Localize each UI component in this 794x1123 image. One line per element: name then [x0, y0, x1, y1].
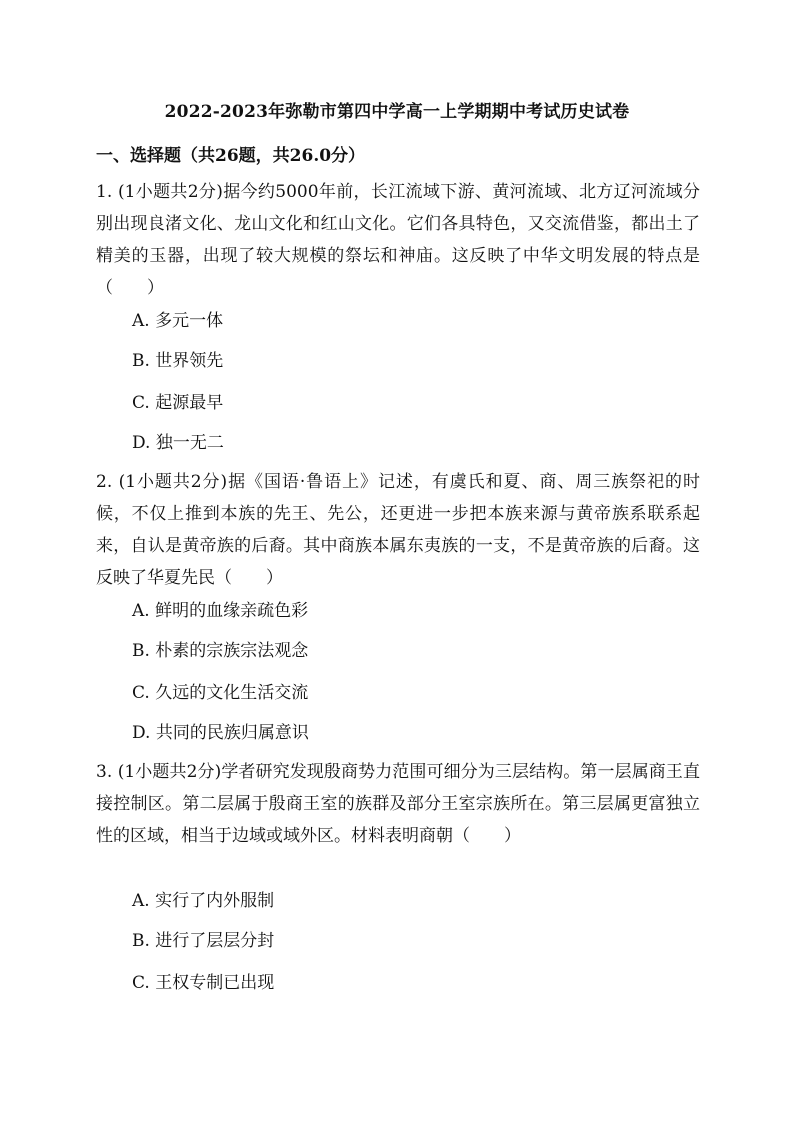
question-2-option-a: A. 鲜明的血缘亲疏色彩	[132, 601, 309, 621]
question-1-option-b: B. 世界领先	[132, 351, 224, 371]
question-3-option-c: C. 王权专制已出现	[132, 973, 275, 993]
question-2-option-c: C. 久远的文化生活交流	[132, 683, 309, 703]
question-1-option-d: D. 独一无二	[132, 433, 224, 453]
question-1-option-c: C. 起源最早	[132, 393, 224, 413]
question-3-stem: 3. (1小题共2分)学者研究发现殷商势力范围可细分为三层结构。第一层属商王直接控制区。第二层属于殷商王室的族群及部分王室宗族所在。第三层属更富独立性的区域，相当于边域或域外区。材料表明商朝（ ）	[96, 762, 700, 846]
exam-title: 2022-2023年弥勒市第四中学高一上学期期中考试历史试卷	[164, 102, 630, 122]
question-2-option-b: B. 朴素的宗族宗法观念	[132, 641, 309, 661]
question-3-option-a: A. 实行了内外服制	[132, 891, 275, 911]
question-3-option-b: B. 进行了层层分封	[132, 931, 275, 951]
question-2-option-d: D. 共同的民族归属意识	[132, 723, 309, 743]
section-heading: 一、选择题（共26题，共26.0分）	[96, 146, 366, 166]
question-2-stem: 2. (1小题共2分)据《国语·鲁语上》记述，有虞氏和夏、商、周三族祭祀的时候，不仅上推到本族的先王、先公，还更进一步把本族来源与黄帝族系联系起来，自认是黄帝族的后裔。其中商族本属东夷族的一支，不是黄帝族的后裔。这反映了华夏先民（ ）	[96, 472, 700, 588]
question-1-stem: 1. (1小题共2分)据今约5000年前，长江流域下游、黄河流域、北方辽河流域分别出现良渚文化、龙山文化和红山文化。它们各具特色，又交流借鉴，都出土了精美的玉器，出现了较大规模的祭坛和神庙。这反映了中华文明发展的特点是（ ）	[96, 182, 700, 298]
question-1-option-a: A. 多元一体	[132, 311, 224, 331]
